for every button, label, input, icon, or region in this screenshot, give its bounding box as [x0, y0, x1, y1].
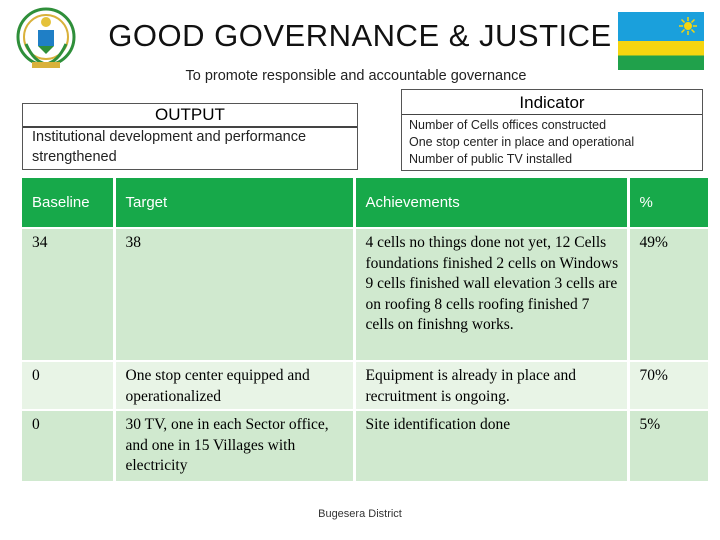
- column-header-baseline: Baseline: [22, 178, 114, 227]
- column-header-target: Target: [114, 178, 354, 227]
- cell-percent: 70%: [628, 362, 708, 409]
- indicator-item: Number of Cells offices constructed: [409, 118, 607, 132]
- indicator-item: Number of public TV installed: [409, 152, 573, 166]
- column-header-achievements: Achievements: [354, 178, 628, 227]
- cell-achievements: Site identification done: [354, 411, 628, 481]
- cell-percent: 5%: [628, 411, 708, 481]
- results-table: [22, 178, 708, 481]
- page-title: GOOD GOVERNANCE & JUSTICE: [108, 18, 612, 53]
- page-subtitle: To promote responsible and accountable governance: [185, 68, 527, 84]
- indicator-box: [401, 89, 703, 171]
- indicator-item: One stop center in place and operational: [409, 135, 635, 149]
- cell-baseline: 0: [22, 362, 114, 409]
- table-row: [22, 229, 708, 360]
- cell-percent: 49%: [628, 229, 708, 360]
- cell-target: 38: [114, 229, 354, 360]
- column-header-percent: %: [628, 178, 708, 227]
- table-row: [22, 362, 708, 409]
- cell-achievements: Equipment is already in place and recruitment is ongoing.: [354, 362, 628, 409]
- cell-target: One stop center equipped and operationalized: [114, 362, 354, 409]
- footer-text: Bugesera District: [318, 508, 402, 520]
- table-row: [22, 411, 708, 481]
- output-heading: OUTPUT: [23, 104, 357, 128]
- table-header-row: [22, 178, 708, 227]
- indicator-heading: Indicator: [402, 90, 702, 115]
- rwanda-flag-icon: [618, 12, 704, 70]
- cell-baseline: 0: [22, 411, 114, 481]
- cell-baseline: 34: [22, 229, 114, 360]
- output-text: Institutional development and performance strengthened: [32, 129, 307, 165]
- output-box: [22, 103, 358, 170]
- cell-target: 30 TV, one in each Sector office, and one in 15 Villages with electricity: [114, 411, 354, 481]
- cell-achievements: 4 cells no things done not yet, 12 Cells foundations finished 2 cells on Windows 9 cells finished wall elevation 3 cells are on roofing 8 cells roofing finished 7 cells on finishng works.: [354, 229, 628, 360]
